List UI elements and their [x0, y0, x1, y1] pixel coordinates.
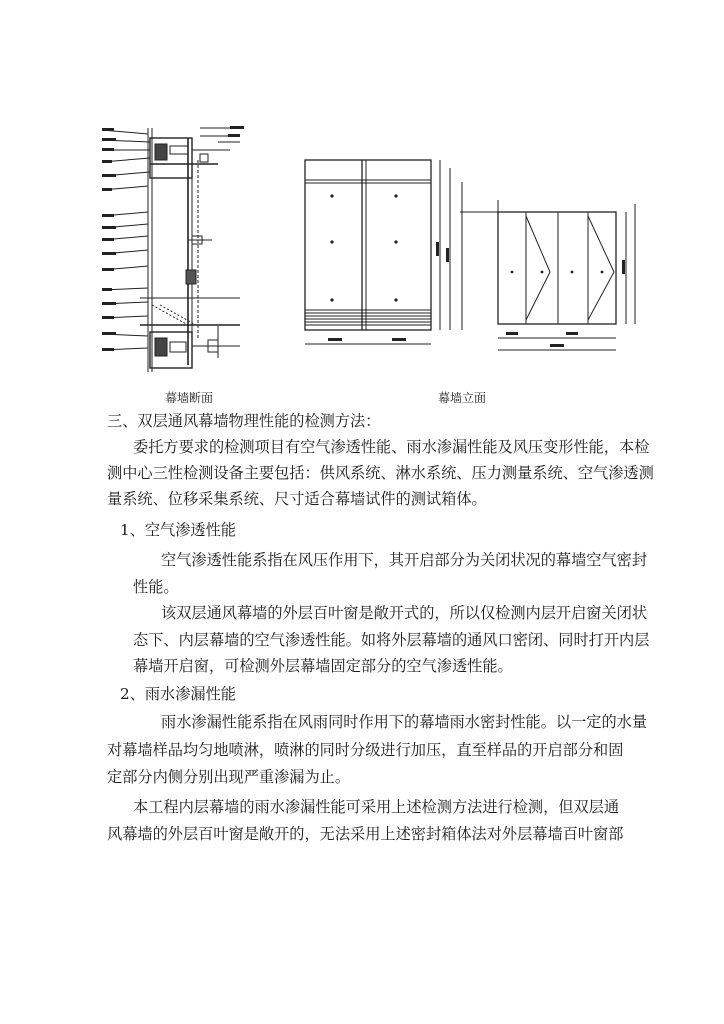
item-heading: 2、雨水渗漏性能 — [120, 685, 236, 703]
paragraph-line: 态下、内层幕墙的空气渗透性能。如将外层幕墙的通风口密闭、同时打开内层 — [133, 631, 650, 649]
paragraph-line: 风幕墙的外层百叶窗是敞开的，无法采用上述密封箱体法对外层幕墙百叶窗部 — [107, 825, 624, 843]
elevation-drawing — [300, 152, 640, 357]
paragraph-line: 测中心三性检测设备主要包括：供风系统、淋水系统、压力测量系统、空气渗透测 — [107, 464, 654, 482]
paragraph-line: 本工程内层幕墙的雨水渗漏性能可采用上述检测方法进行检测，但双层通 — [133, 798, 619, 816]
item-heading: 1、空气渗透性能 — [120, 521, 236, 539]
paragraph-line: 定部分内侧分别出现严重渗漏为止。 — [107, 768, 350, 786]
paragraph-line: 雨水渗漏性能系指在风雨同时作用下的幕墙雨水密封性能。以一定的水量 — [161, 713, 647, 731]
section-drawing — [100, 120, 280, 385]
paragraph-line: 委托方要求的检测项目有空气渗透性能、雨水渗漏性能及风压变形性能，本检 — [133, 438, 650, 456]
section-caption: 幕墙断面 — [165, 391, 214, 405]
paragraph-line: 空气渗透性能系指在风压作用下，其开启部分为关闭状况的幕墙空气密封 — [161, 551, 647, 569]
paragraph-line: 该双层通风幕墙的外层百叶窗是敞开式的，所以仅检测内层开启窗关闭状 — [161, 604, 647, 622]
elevation-caption: 幕墙立面 — [438, 391, 487, 405]
paragraph-line: 幕墙开启窗，可检测外层幕墙固定部分的空气渗透性能。 — [133, 657, 513, 675]
section-heading: 三、双层通风幕墙物理性能的检测方法： — [107, 412, 381, 430]
paragraph-line: 量系统、位移采集系统、尺寸适合幕墙试件的测试箱体。 — [107, 490, 487, 508]
paragraph-line: 对幕墙样品均匀地喷淋，喷淋的同时分级进行加压，直至样品的开启部分和固 — [107, 741, 624, 759]
paragraph-line: 性能。 — [133, 578, 179, 596]
